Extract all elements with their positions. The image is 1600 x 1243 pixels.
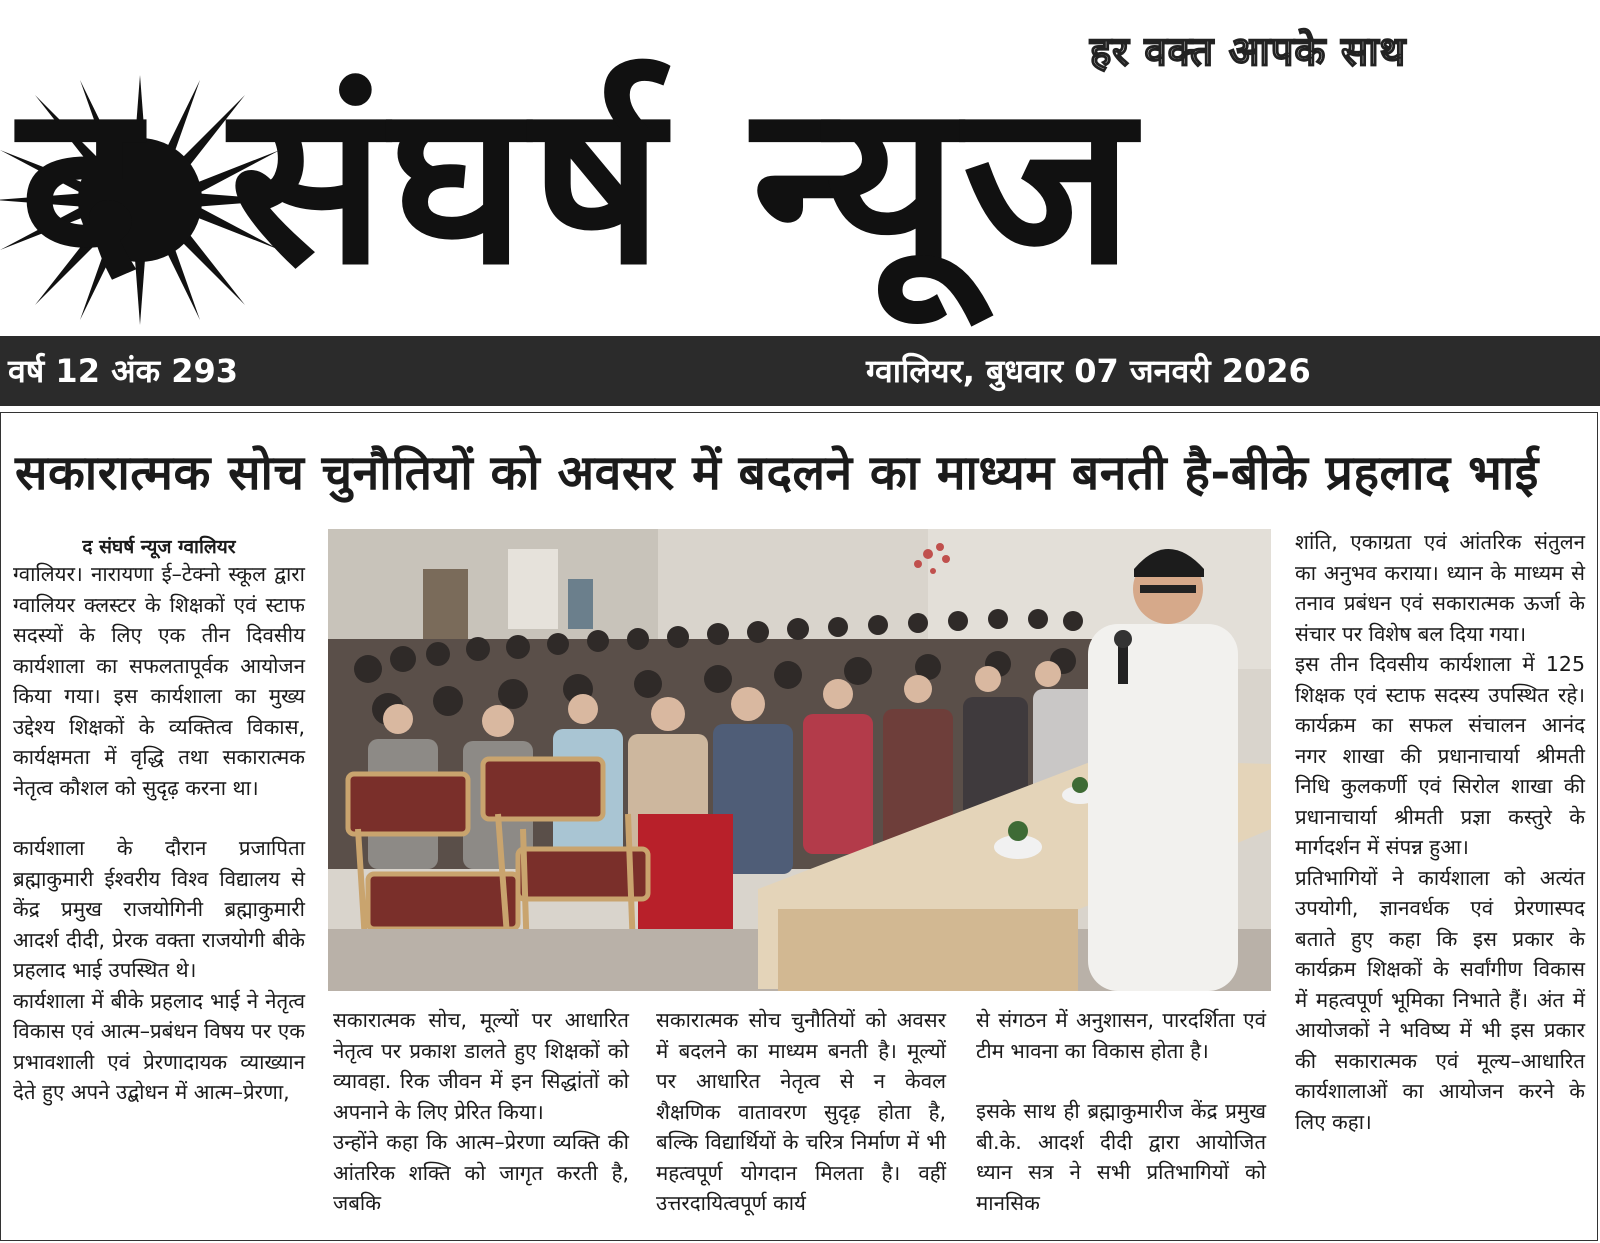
dateline-bar [0,336,1600,406]
masthead [0,0,1600,336]
paragraph: उन्होंने कहा कि आत्म–प्रेरणा व्यक्ति की आंतरिक शक्ति को जागृत करती है, जबकि [333,1130,629,1215]
paragraph: इसके साथ ही ब्रह्माकुमारीज केंद्र प्रमुख बी.के. आदर्श दीदी द्वारा आयोजित ध्यान सत्र ने सभी प्रतिभागियों को मानसिक [976,1099,1266,1215]
paragraph: सकारात्मक सोच, मूल्यों पर आधारित नेतृत्व पर प्रकाश डालते हुए शिक्षकों को व्यावहा. रिक जीवन में इन सिद्धांतों को अपनाने के लिए प्रेरित किया। [333,1008,629,1124]
paragraph: शांति, एकाग्रता एवं आंतरिक संतुलन का अनुभव कराया। ध्यान के माध्यम से तनाव प्रबंधन एवं सकारात्मक ऊर्जा के संचार पर विशेष बल दिया गया। [1295,530,1585,646]
paragraph: इस तीन दिवसीय कार्यशाला में 125 शिक्षक एवं स्टाफ सदस्य उपस्थित रहे। कार्यक्रम का सफल संचालन आनंद नगर शाखा की प्रधानाचार्या श्रीमती निधि कुलकर्णी एवं सिरोल शाखा की प्रधानाचार्या श्रीमती प्रज्ञा कस्तुरे के मार्गदर्शन में संपन्न हुआ। [1295,652,1585,859]
headline: सकारात्मक सोच चुनौतियों को अवसर में बदलने का माध्यम बनती है-बीके प्रहलाद भाई [15,445,1539,501]
paragraph: प्रतिभागियों ने कार्यशाला को अत्यंत उपयोगी, ज्ञानवर्धक एवं प्रेरणास्पद बताते हुए कहा कि इस प्रकार के कार्यक्रम शिक्षकों के सर्वांगीण विकास में महत्वपूर्ण भूमिका निभाते हैं। अंत में आयोजकों ने भविष्य में भी इस प्रकार की सकारात्मक एवं मूल्य–आधारित कार्यशालाओं का आयोजन करने के लिए कहा। [1295,865,1585,1134]
article-column-3 [656,1005,946,1219]
workshop-photo [328,529,1271,991]
paragraph: ग्वालियर। नारायणा ई–टेक्नो स्कूल द्वारा ग्वालियर क्लस्टर के शिक्षकों एवं स्टाफ सदस्यों के लिए एक तीन दिवसीय कार्यशाला का सफलतापूर्वक आयोजन किया गया। इस कार्यशाला का मुख्य उद्देश्य शिक्षकों के व्यक्तित्व विकास, कार्यक्षमता में वृद्धि तथा सकारात्मक नेतृत्व कौशल को सुदृढ़ करना था। [13,562,305,800]
article-column-5 [1295,527,1585,1137]
paragraph: कार्यशाला के दौरान प्रजापिता ब्रह्माकुमारी ईश्वरीय विश्व विद्यालय से केंद्र प्रमुख राजयोगिनी ब्रह्माकुमारी आदर्श दीदी, प्रेरक वक्ता राजयोगी बीके प्रहलाद भाई उपस्थित थे। [13,836,305,982]
paragraph: सकारात्मक सोच चुनौतियों को अवसर में बदलने का माध्यम बनती है। मूल्यों पर आधारित नेतृत्व से न केवल शैक्षणिक वातावरण सुदृढ़ होता है, बल्कि विद्यार्थियों के चरित्र निर्माण में भी महत्वपूर्ण योगदान मिलता है। वहीं उत्तरदायित्वपूर्ण कार्य [656,1008,946,1215]
article-column-4 [976,1005,1266,1218]
issue-number: वर्ष 12 अंक 293 [8,352,239,390]
byline: द संघर्ष न्यूज ग्वालियर [82,536,236,558]
place-date: ग्वालियर, बुधवार 07 जनवरी 2026 [866,352,1311,390]
article-column-1 [13,535,305,1108]
masthead-tagline: हर वक्त आपके साथ [1090,29,1407,75]
article-column-2 [333,1005,629,1219]
paragraph: से संगठन में अनुशासन, पारदर्शिता एवं टीम भावना का विकास होता है। [976,1008,1266,1063]
article [0,412,1598,1241]
workshop-photo-image [328,529,1271,991]
masthead-title: द संघर्ष न्यूज [18,56,1139,314]
paragraph: कार्यशाला में बीके प्रहलाद भाई ने नेतृत्व विकास एवं आत्म–प्रबंधन विषय पर एक प्रभावशाली एवं प्रेरणादायक व्याख्यान देते हुए अपने उद्बोधन में आत्म–प्रेरणा, [13,988,305,1104]
